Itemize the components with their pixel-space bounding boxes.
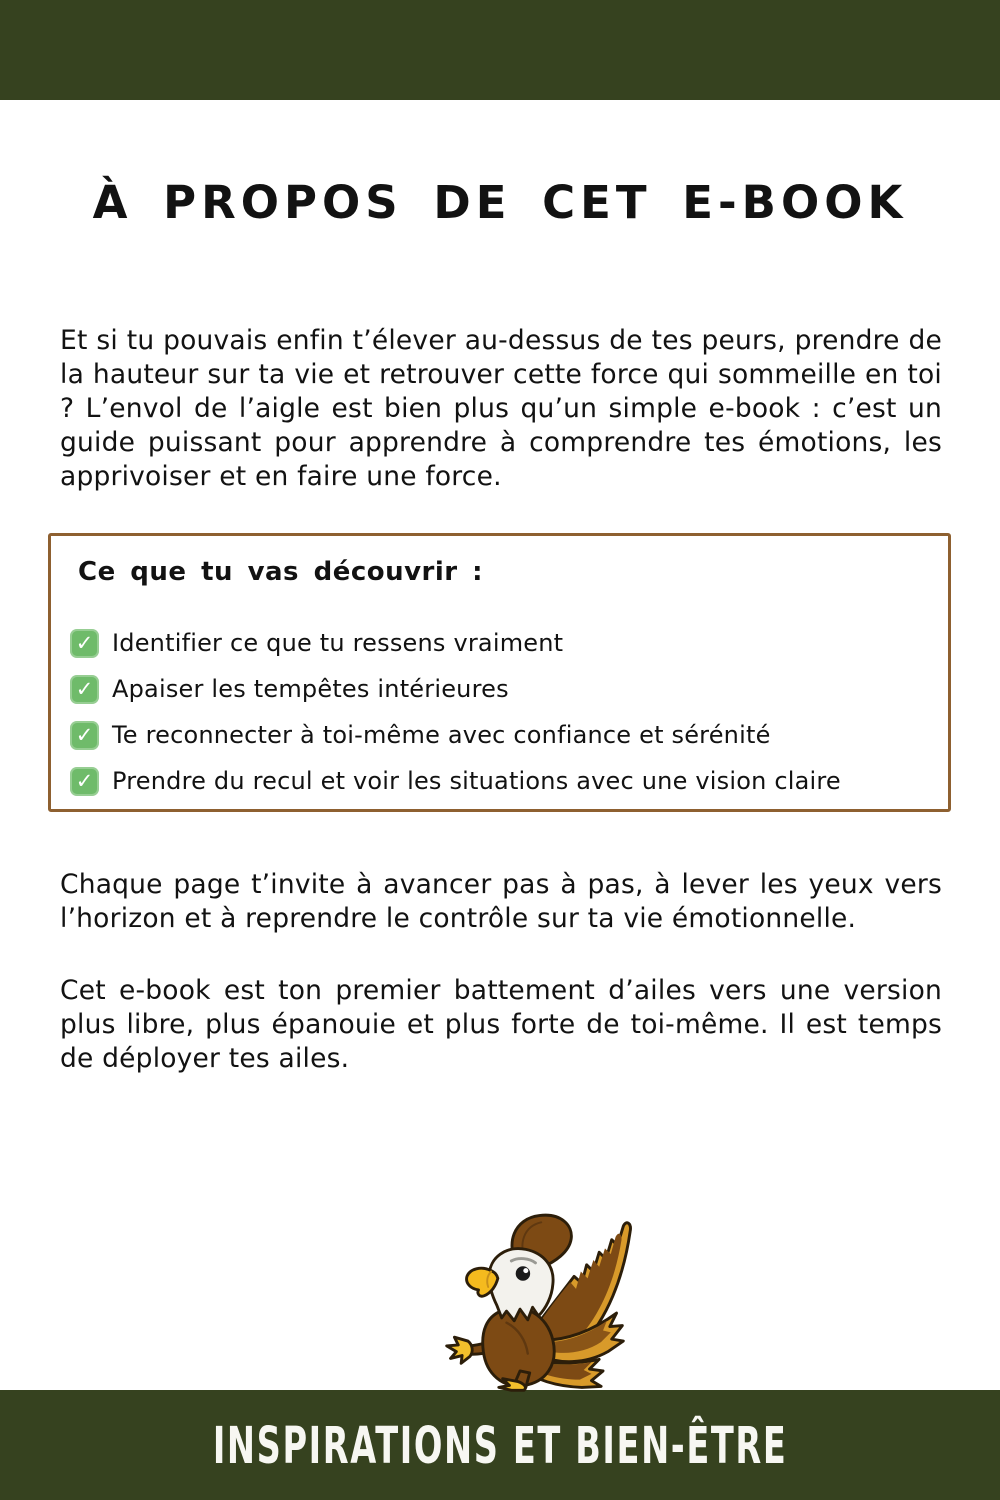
checklist-item (70, 758, 948, 804)
paragraph-closing: Cet e-book est ton premier battement d’ailes vers une version plus libre, plus épanouie et plus forte de toi-même. Il est temps de déployer tes ailes. (60, 975, 942, 1074)
checklist-item (70, 620, 948, 666)
checklist-item (70, 666, 948, 712)
discover-box-heading: Ce que tu vas découvrir : (78, 557, 484, 587)
check-icon: ✓ (70, 721, 99, 750)
eagle-illustration (410, 1206, 632, 1396)
paragraph-progress: Chaque page t’invite à avancer pas à pas, à lever les yeux vers l’horizon et à reprendre le contrôle sur ta vie émotionnelle. (60, 869, 942, 934)
check-icon: ✓ (70, 767, 99, 796)
page-title: À PROPOS DE CET E-BOOK (92, 176, 908, 229)
checklist-item (70, 712, 948, 758)
checklist-item-label: Identifier ce que tu ressens vraiment (112, 629, 564, 657)
checklist-item-label: Te reconnecter à toi-même avec confiance et sérénité (112, 721, 771, 749)
check-icon: ✓ (70, 675, 99, 704)
checklist (70, 620, 948, 804)
discover-box (48, 533, 951, 812)
footer-bar (0, 1390, 1000, 1500)
check-icon: ✓ (70, 629, 99, 658)
footer-brand: INSPIRATIONS ET BIEN-ÊTRE (212, 1415, 788, 1475)
intro-paragraph: Et si tu pouvais enfin t’élever au-dessus de tes peurs, prendre de la hauteur sur ta vie et retrouver cette force qui sommeille en toi ? L’envol de l’aigle est bien plus qu’un simple e-book : c’est un guide puissant pour apprendre à comprendre tes émotions, les apprivoiser et en faire une force. (60, 325, 942, 492)
checklist-item-label: Prendre du recul et voir les situations avec une vision claire (112, 767, 841, 795)
top-bar (0, 0, 1000, 100)
checklist-item-label: Apaiser les tempêtes intérieures (112, 675, 509, 703)
